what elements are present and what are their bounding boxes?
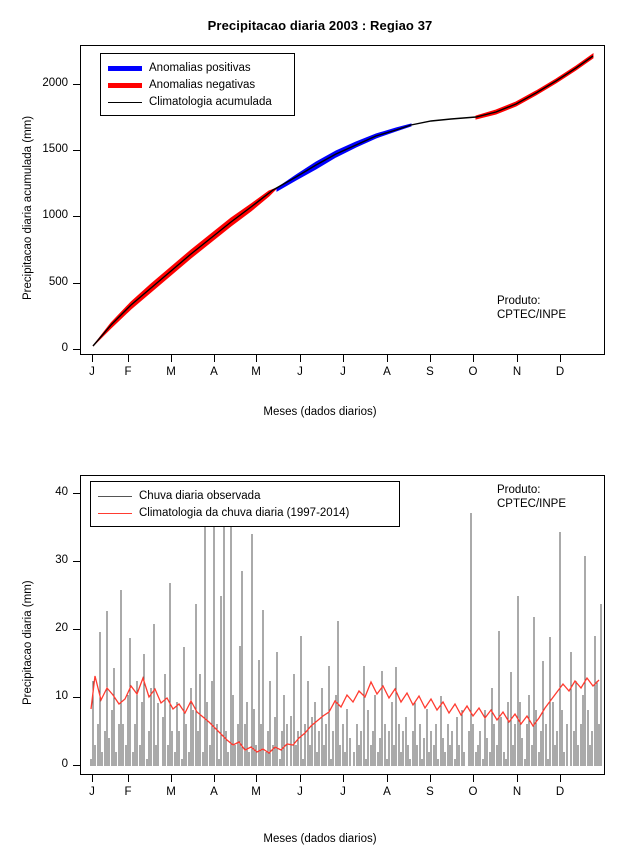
x-tick-label-top-6: J [340, 366, 346, 378]
observed-bars [91, 504, 601, 766]
y-axis-label-bottom: Precipitacao diaria (mm) [22, 580, 34, 705]
x-tick-label-bottom-5: J [297, 786, 303, 798]
legend-top[interactable] [100, 53, 295, 116]
y-tick-label-top-0: 0 [61, 342, 68, 354]
legend-swatch-anomalias-positivas [108, 66, 142, 71]
x-tick-label-bottom-10: N [512, 786, 522, 798]
x-axis-label-bottom: Meses (dados diarios) [263, 833, 377, 845]
x-tick-top-8 [430, 355, 431, 362]
x-tick-label-top-10: N [512, 366, 522, 378]
x-tick-top-1 [128, 355, 129, 362]
x-tick-label-top-2: M [166, 366, 176, 378]
y-tick-label-top-4: 2000 [42, 77, 68, 89]
y-tick-bottom-3 [73, 561, 80, 562]
x-tick-top-5 [300, 355, 301, 362]
x-tick-bottom-11 [560, 775, 561, 782]
legend-label-chuva-diaria-observada: Chuva diaria observada [139, 490, 261, 502]
y-tick-label-top-2: 1000 [42, 209, 68, 221]
x-tick-bottom-7 [387, 775, 388, 782]
x-tick-label-top-7: A [383, 366, 391, 378]
legend-item-climatologia-chuva-diaria[interactable] [98, 505, 390, 522]
y-tick-top-1 [73, 283, 80, 284]
x-tick-label-bottom-7: A [383, 786, 391, 798]
x-tick-label-top-0: J [89, 366, 95, 378]
chart-daily-precipitation [0, 425, 640, 850]
x-tick-label-top-5: J [297, 366, 303, 378]
x-tick-top-3 [214, 355, 215, 362]
legend-bottom[interactable] [90, 481, 400, 527]
legend-item-climatologia-acumulada[interactable] [108, 94, 285, 111]
x-tick-bottom-4 [256, 775, 257, 782]
y-tick-top-2 [73, 216, 80, 217]
x-tick-top-0 [92, 355, 93, 362]
annotation-produto-bottom-line2: CPTEC/INPE [497, 498, 567, 510]
legend-item-anomalias-positivas[interactable] [108, 60, 285, 77]
page-title: Precipitacao diaria 2003 : Regiao 37 [207, 18, 433, 33]
x-tick-bottom-8 [430, 775, 431, 782]
x-tick-bottom-0 [92, 775, 93, 782]
x-tick-top-7 [387, 355, 388, 362]
legend-label-anomalias-positivas: Anomalias positivas [149, 62, 251, 74]
annotation-produto-top-line2: CPTEC/INPE [497, 309, 567, 321]
x-tick-bottom-2 [171, 775, 172, 782]
x-tick-top-10 [517, 355, 518, 362]
x-tick-bottom-5 [300, 775, 301, 782]
x-tick-label-top-1: F [124, 366, 132, 378]
annotation-produto-top-line1: Produto: [497, 295, 541, 307]
x-tick-label-bottom-11: D [555, 786, 565, 798]
y-tick-label-bottom-0: 0 [61, 758, 68, 770]
y-tick-top-4 [73, 84, 80, 85]
y-tick-bottom-0 [73, 765, 80, 766]
legend-swatch-climatologia-acumulada [108, 102, 142, 103]
legend-item-anomalias-negativas[interactable] [108, 77, 285, 94]
legend-swatch-chuva-diaria-observada [98, 496, 132, 497]
x-tick-label-top-8: S [426, 366, 434, 378]
annotation-produto-top [497, 294, 566, 322]
x-tick-bottom-9 [473, 775, 474, 782]
y-tick-label-top-1: 500 [48, 276, 68, 288]
y-tick-bottom-2 [73, 629, 80, 630]
x-tick-top-6 [343, 355, 344, 362]
x-tick-bottom-3 [214, 775, 215, 782]
x-axis-label-top: Meses (dados diarios) [263, 406, 377, 418]
legend-swatch-anomalias-negativas [108, 83, 142, 88]
x-tick-label-bottom-9: O [468, 786, 478, 798]
legend-label-anomalias-negativas: Anomalias negativas [149, 79, 256, 91]
annotation-produto-bottom-line1: Produto: [497, 484, 541, 496]
annotation-produto-bottom [497, 483, 566, 511]
y-tick-top-3 [73, 150, 80, 151]
x-tick-top-9 [473, 355, 474, 362]
x-tick-label-bottom-1: F [124, 786, 132, 798]
x-tick-label-bottom-8: S [426, 786, 434, 798]
x-tick-label-top-4: M [251, 366, 261, 378]
x-tick-bottom-1 [128, 775, 129, 782]
x-tick-label-top-9: O [468, 366, 478, 378]
y-tick-bottom-1 [73, 697, 80, 698]
legend-swatch-climatologia-chuva-diaria [98, 513, 132, 514]
y-tick-label-bottom-1: 10 [55, 690, 68, 702]
y-tick-label-top-3: 1500 [42, 143, 68, 155]
y-tick-label-bottom-2: 20 [55, 622, 68, 634]
y-tick-bottom-4 [73, 493, 80, 494]
y-tick-label-bottom-4: 40 [55, 486, 68, 498]
x-tick-bottom-10 [517, 775, 518, 782]
x-tick-label-bottom-0: J [89, 786, 95, 798]
x-tick-label-bottom-4: M [251, 786, 261, 798]
legend-label-climatologia-chuva-diaria: Climatologia da chuva diaria (1997-2014) [139, 507, 350, 519]
x-tick-top-11 [560, 355, 561, 362]
x-tick-label-top-11: D [555, 366, 565, 378]
y-tick-label-bottom-3: 30 [55, 554, 68, 566]
x-tick-top-2 [171, 355, 172, 362]
x-tick-top-4 [256, 355, 257, 362]
x-tick-bottom-6 [343, 775, 344, 782]
x-tick-label-bottom-6: J [340, 786, 346, 798]
legend-label-climatologia-acumulada: Climatologia acumulada [149, 96, 272, 108]
climatology-line [91, 676, 599, 753]
x-tick-label-bottom-3: A [210, 786, 218, 798]
y-axis-label-top: Precipitacao diaria acumulada (mm) [22, 115, 34, 300]
x-tick-label-bottom-2: M [166, 786, 176, 798]
legend-item-chuva-diaria-observada[interactable] [98, 488, 390, 505]
x-tick-label-top-3: A [210, 366, 218, 378]
y-tick-top-0 [73, 349, 80, 350]
